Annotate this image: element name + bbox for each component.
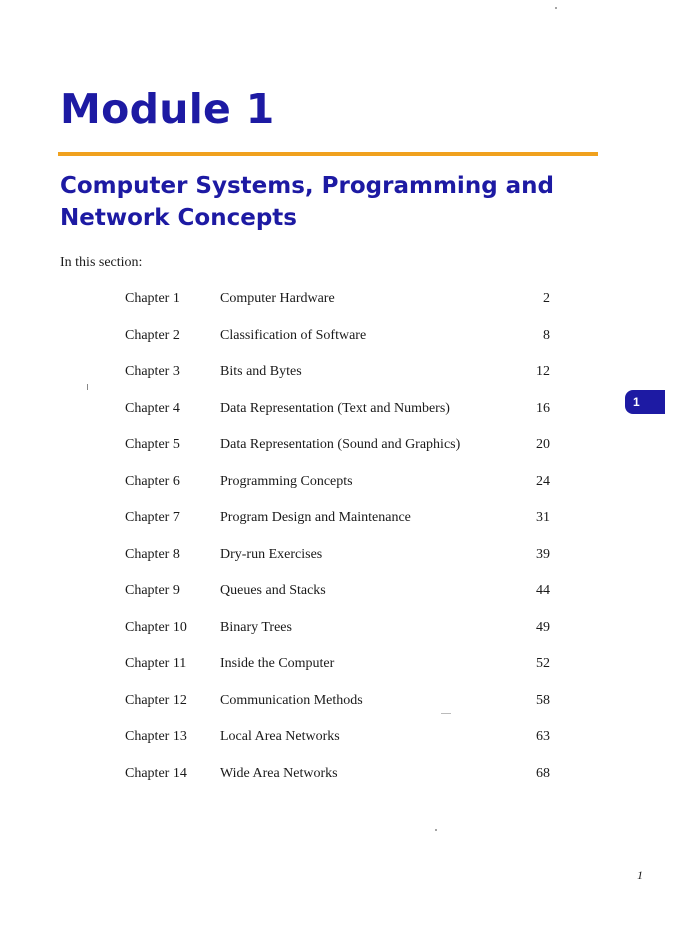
chapter-page: 58 bbox=[536, 692, 550, 708]
chapter-title: Inside the Computer bbox=[220, 656, 335, 671]
chapter-number: Chapter 12 bbox=[125, 692, 187, 708]
chapter-title: Binary Trees bbox=[220, 619, 292, 635]
heading-divider bbox=[58, 152, 598, 156]
chapter-number: Chapter 9 bbox=[125, 583, 180, 598]
page-number: 1 bbox=[637, 868, 643, 882]
chapter-title: Dry-run Exercises bbox=[220, 546, 323, 562]
chapter-page: 31 bbox=[536, 510, 550, 525]
chapter-row bbox=[0, 764, 680, 801]
chapter-number: Chapter 10 bbox=[125, 619, 187, 635]
chapter-number: Chapter 14 bbox=[125, 765, 187, 781]
chapter-number: Chapter 8 bbox=[125, 546, 180, 562]
chapter-row bbox=[0, 399, 680, 436]
chapter-page: 24 bbox=[536, 473, 550, 489]
chapter-title: Program Design and Maintenance bbox=[220, 510, 411, 525]
chapter-row bbox=[0, 581, 680, 618]
chapter-list bbox=[0, 289, 680, 800]
scan-speck bbox=[555, 7, 557, 9]
chapter-page: 49 bbox=[536, 619, 550, 635]
scan-speck bbox=[87, 384, 88, 390]
chapter-page: 44 bbox=[536, 583, 550, 598]
chapter-page: 52 bbox=[536, 656, 550, 671]
chapter-title: Data Representation (Text and Numbers) bbox=[220, 400, 450, 416]
chapter-page: 63 bbox=[536, 729, 550, 744]
chapter-title: Queues and Stacks bbox=[220, 583, 326, 598]
chapter-row bbox=[0, 326, 680, 363]
chapter-page: 68 bbox=[536, 765, 550, 781]
chapter-number: Chapter 6 bbox=[125, 473, 180, 489]
chapter-page: 12 bbox=[536, 364, 550, 379]
chapter-row bbox=[0, 727, 680, 764]
chapter-title: Communication Methods bbox=[220, 692, 363, 708]
chapter-row bbox=[0, 289, 680, 326]
scan-speck bbox=[441, 713, 451, 714]
chapter-number: Chapter 4 bbox=[125, 400, 180, 416]
chapter-page: 8 bbox=[543, 327, 550, 343]
chapter-row bbox=[0, 508, 680, 545]
chapter-number: Chapter 11 bbox=[125, 656, 187, 671]
chapter-title: Computer Hardware bbox=[220, 291, 335, 306]
intro-text: In this section: bbox=[60, 255, 143, 270]
chapter-number: Chapter 1 bbox=[125, 291, 180, 306]
module-title: Module 1 bbox=[60, 85, 275, 133]
chapter-number: Chapter 13 bbox=[125, 729, 187, 744]
chapter-row bbox=[0, 362, 680, 399]
scan-speck bbox=[435, 829, 437, 831]
chapter-page: 39 bbox=[536, 546, 550, 562]
chapter-number: Chapter 5 bbox=[125, 437, 180, 452]
chapter-row bbox=[0, 691, 680, 728]
chapter-page: 20 bbox=[536, 437, 550, 452]
chapter-row bbox=[0, 654, 680, 691]
chapter-title: Programming Concepts bbox=[220, 473, 353, 489]
chapter-row bbox=[0, 435, 680, 472]
chapter-number: Chapter 2 bbox=[125, 327, 180, 343]
chapter-title: Classification of Software bbox=[220, 327, 367, 343]
chapter-title: Data Representation (Sound and Graphics) bbox=[220, 437, 461, 452]
section-title: Computer Systems, Programming and Network Concepts bbox=[60, 173, 555, 231]
chapter-title: Local Area Networks bbox=[220, 729, 340, 744]
chapter-title: Bits and Bytes bbox=[220, 364, 302, 379]
chapter-page: 16 bbox=[536, 400, 550, 416]
chapter-row bbox=[0, 618, 680, 655]
chapter-number: Chapter 3 bbox=[125, 364, 180, 379]
chapter-title: Wide Area Networks bbox=[220, 765, 338, 781]
chapter-number: Chapter 7 bbox=[125, 510, 180, 525]
module-side-tab: 1 bbox=[625, 390, 665, 414]
chapter-page: 2 bbox=[543, 291, 550, 306]
chapter-row bbox=[0, 545, 680, 582]
chapter-row bbox=[0, 472, 680, 509]
